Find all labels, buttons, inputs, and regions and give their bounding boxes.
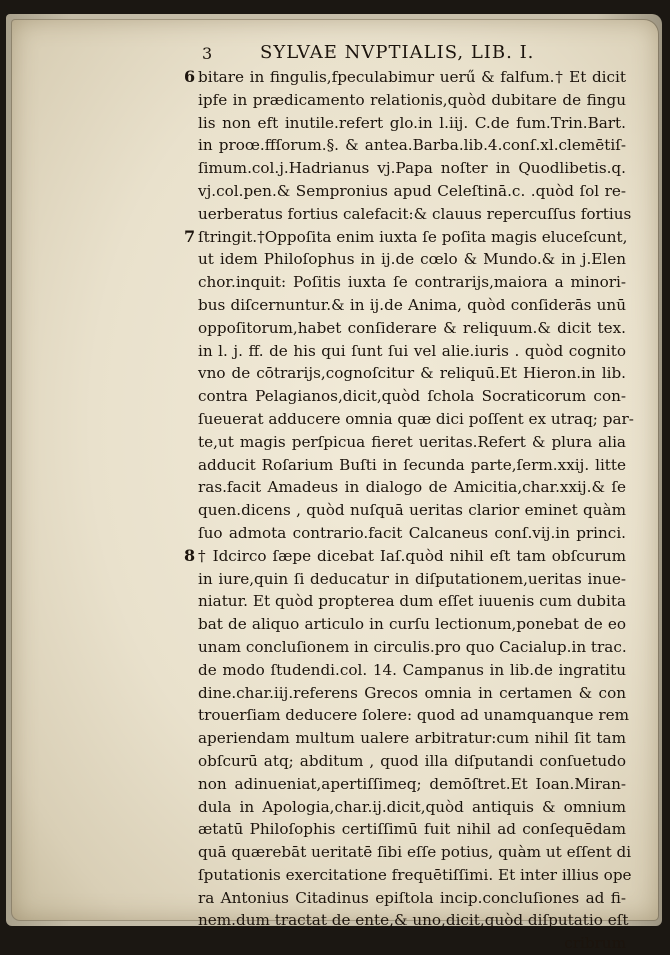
line-text: uerberatus fortius calefacit:& clauus repercuſſus fortius [198, 204, 632, 223]
text-line [198, 887, 626, 910]
line-text: obſcurū atq; abditum , quod illa diſputandi conſuetudo [198, 751, 626, 770]
text-line [184, 545, 626, 568]
line-text: ſuo admota contrario.facit Calcaneus conſ.vij.in princi. [198, 523, 626, 542]
page-header [198, 40, 626, 64]
text-line [198, 613, 626, 636]
margin-note-number: 7 [184, 226, 196, 246]
text-line [198, 636, 626, 659]
text-line [198, 454, 626, 477]
text-block [184, 40, 634, 955]
text-line [198, 408, 634, 431]
line-text: aperiendam multum ualere arbitratur:cum nihil ſit tam [198, 729, 626, 748]
line-text: contra Pelagianos,dicit,quòd ſchola Socraticorum con- [198, 387, 626, 406]
text-line [198, 271, 626, 294]
line-text: ſtringit.†Oppoſita enim iuxta ſe poſita magis eluceſcunt, [198, 227, 628, 246]
line-text: dula in Apologia,char.ij.dicit,quòd antiquis & omnium [198, 797, 626, 816]
catchword: cribrum [564, 934, 626, 953]
text-line [198, 180, 626, 203]
text-line [198, 750, 626, 773]
line-text: ut idem Philoſophus in ij.de cœlo & Mundo.& in j.Elen [198, 250, 626, 269]
text-line [198, 431, 626, 454]
line-text: chor.inquit: Poſitis iuxta ſe contrarijs,maiora a minori- [198, 273, 626, 292]
text-line [198, 112, 626, 135]
line-text: te,ut magis perſpicua fieret ueritas.Refert & plura alia [198, 432, 626, 451]
text-line [198, 590, 626, 613]
line-text: vno de cōtrarijs,cognoſcitur & reliquū.Et Hieron.in lib. [198, 364, 626, 383]
text-line [184, 66, 626, 89]
text-line [198, 864, 632, 887]
line-text: dine.char.iij.referens Grecos omnia in certamen & con [198, 683, 626, 702]
line-text: ætatū Philoſophis certiſſimū fuit nihil ad conſequēdam [198, 820, 626, 839]
text-line [198, 476, 626, 499]
text-line [198, 796, 626, 819]
line-text: nem.dum tractat de ente,& uno,dicit,quòd diſputatio eſt [198, 911, 629, 930]
text-line [198, 134, 626, 157]
text-line [198, 727, 626, 750]
text-line [198, 659, 626, 682]
text-line [198, 340, 626, 363]
text-line [184, 226, 628, 249]
text-line [198, 682, 626, 705]
line-text: de modo ſtudendi.col. 14. Campanus in lib.de ingratitu [198, 660, 626, 679]
text-line [198, 317, 626, 340]
running-title: SYLVAE NVPTIALIS, LIB. I. [260, 42, 535, 63]
line-text: ras.facit Amadeus in dialogo de Amicitia,char.xxij.& ſe [198, 478, 626, 497]
line-text: in proœ.ffſorum.§. & antea.Barba.lib.4.conſ.xl.clemētiſ- [198, 136, 626, 155]
text-line [198, 773, 626, 796]
text-line [198, 818, 626, 841]
text-line [198, 89, 626, 112]
line-text: non adinueniat,apertiſſimeq; demōſtret.Et Ioan.Miran- [198, 774, 626, 793]
line-text: bitare in fingulis,fpeculabimur uerű & falfum.† Et dicit [198, 68, 626, 86]
line-text: adducit Roſarium Buſti in ſecunda parte,ſerm.xxij. litte [198, 455, 626, 474]
line-text: vj.col.pen.& Sempronius apud Celeſtinā.c. .quòd ſol re- [198, 181, 626, 200]
text-line [198, 157, 626, 180]
line-text: † Idcirco ſæpe dicebat Iaſ.quòd nihil eſt tam obſcurum [198, 546, 626, 565]
line-text: in l. j. ff. de his qui ſunt ſui vel alie.iuris . quòd cognito [198, 341, 626, 360]
line-text: ſimum.col.j.Hadrianus vj.Papa noſter in Quodlibetis.q. [198, 159, 626, 178]
text-line [198, 499, 626, 522]
line-text: quā quærebāt ueritatē ſibi eſſe potius, quàm ut eſſent di [198, 843, 632, 862]
line-text: ſputationis exercitatione frequētiſſimi. Et inter illius ope [198, 865, 632, 884]
body-text [184, 66, 634, 932]
line-text: quen.dicens , quòd nuſquā ueritas clarior eminet quàm [198, 501, 626, 520]
text-line [198, 704, 630, 727]
text-line [198, 294, 626, 317]
line-text: lis non eft inutile.refert glo.in l.iij. C.de fum.Trin.Bart. [198, 113, 626, 132]
line-text: niatur. Et quòd propterea dum eſſet iuuenis cum dubita [198, 592, 626, 611]
text-line [198, 385, 626, 408]
text-line [198, 909, 629, 932]
text-line [198, 362, 626, 385]
line-text: bus diſcernuntur.& in ij.de Anima, quòd conſiderās unū [198, 295, 626, 314]
line-text: ra Antonius Citadinus epiſtola incip.concluſiones ad fi- [198, 888, 626, 907]
line-text: bat de aliquo articulo in curſu lectionum,ponebat de eo [198, 615, 626, 634]
page-number: 3 [202, 44, 214, 63]
text-line [198, 841, 632, 864]
text-line [198, 203, 632, 226]
line-text: unam concluſionem in circulis.pro quo Cacialup.in trac. [198, 637, 627, 656]
margin-note-number: 6 [184, 67, 196, 86]
line-text: ſueuerat adducere omnia quæ dici poſſent ex utraq; par- [198, 409, 634, 428]
text-line [198, 568, 626, 591]
line-text: in iure,quin ſi deducatur in diſputationem,ueritas inue- [198, 569, 626, 588]
text-line [198, 522, 626, 545]
line-text: trouerſiam deducere ſolere: quod ad unamquanque rem [198, 706, 630, 725]
margin-note-number: 8 [184, 545, 196, 565]
line-text: ipfe in prædicamento relationis,quòd dubitare de fingu [198, 90, 626, 109]
text-line [198, 248, 626, 271]
line-text: oppoſitorum,habet conſiderare & reliquum.& dicit tex. [198, 318, 626, 337]
